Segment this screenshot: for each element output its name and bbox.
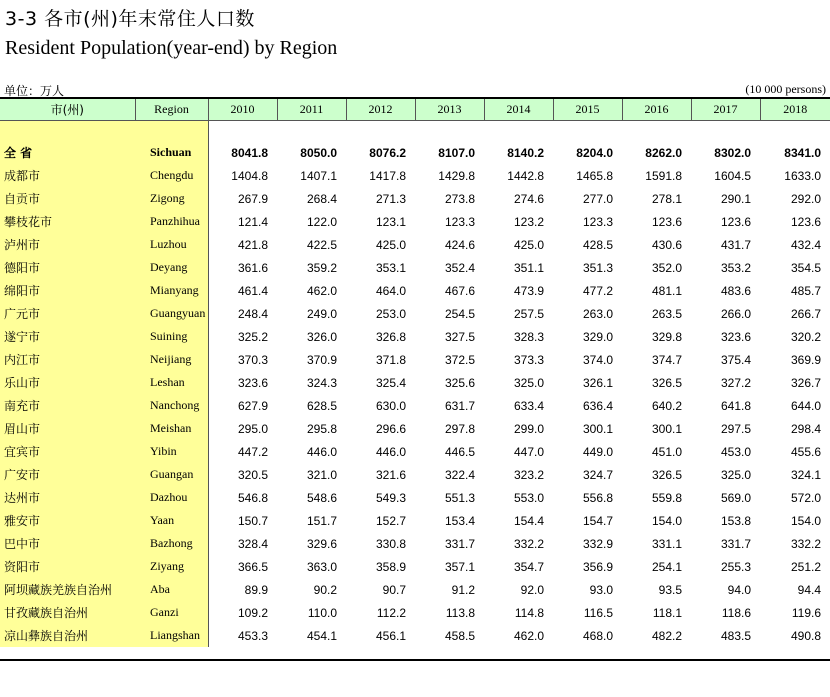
population-value: 300.1 bbox=[651, 421, 682, 436]
population-value: 430.6 bbox=[651, 237, 682, 252]
table-header-row bbox=[0, 98, 830, 121]
population-value: 358.9 bbox=[375, 559, 406, 574]
population-value: 271.3 bbox=[375, 191, 406, 206]
region-name-en: Liangshan bbox=[135, 624, 208, 647]
population-value: 551.3 bbox=[444, 490, 475, 505]
table-row bbox=[0, 578, 830, 601]
population-value: 353.2 bbox=[720, 260, 751, 275]
population-value: 268.4 bbox=[306, 191, 337, 206]
population-value: 322.4 bbox=[444, 467, 475, 482]
population-value: 359.2 bbox=[306, 260, 337, 275]
region-name-cn: 甘孜藏族自治州 bbox=[0, 601, 135, 624]
population-value: 327.5 bbox=[444, 329, 475, 344]
population-value: 549.3 bbox=[375, 490, 406, 505]
region-name-en: Panzhihua bbox=[135, 210, 208, 233]
population-value: 1633.0 bbox=[784, 168, 821, 183]
population-value: 324.7 bbox=[582, 467, 613, 482]
population-value: 323.6 bbox=[720, 329, 751, 344]
header-region-en: Region bbox=[135, 98, 208, 121]
population-value: 627.9 bbox=[237, 398, 268, 413]
population-value: 331.7 bbox=[444, 536, 475, 551]
population-value: 255.3 bbox=[720, 559, 751, 574]
population-value: 473.9 bbox=[513, 283, 544, 298]
table-row bbox=[0, 279, 830, 302]
region-name-en: Nanchong bbox=[135, 394, 208, 417]
table-row bbox=[0, 440, 830, 463]
population-value: 8204.0 bbox=[576, 145, 613, 160]
header-year: 2015 bbox=[553, 98, 622, 121]
population-value: 453.3 bbox=[237, 628, 268, 643]
population-value: 477.2 bbox=[582, 283, 613, 298]
table-row bbox=[0, 210, 830, 233]
population-value: 456.1 bbox=[375, 628, 406, 643]
table-row bbox=[0, 394, 830, 417]
header-year: 2017 bbox=[691, 98, 760, 121]
population-value: 1407.1 bbox=[300, 168, 337, 183]
population-value: 266.7 bbox=[790, 306, 821, 321]
region-name-cn: 自贡市 bbox=[0, 187, 135, 210]
population-value: 251.2 bbox=[790, 559, 821, 574]
population-value: 1442.8 bbox=[507, 168, 544, 183]
population-value: 123.3 bbox=[582, 214, 613, 229]
population-value: 110.0 bbox=[307, 605, 337, 620]
population-value: 326.8 bbox=[375, 329, 406, 344]
population-table bbox=[0, 97, 830, 647]
header-year: 2016 bbox=[622, 98, 691, 121]
population-value: 325.0 bbox=[513, 375, 544, 390]
population-value: 559.8 bbox=[651, 490, 682, 505]
header-region-cn: 市(州) bbox=[0, 98, 135, 121]
population-value: 8041.8 bbox=[231, 145, 268, 160]
region-name-cn: 巴中市 bbox=[0, 532, 135, 555]
population-value: 425.0 bbox=[375, 237, 406, 252]
population-value: 325.0 bbox=[720, 467, 751, 482]
population-value: 458.5 bbox=[444, 628, 475, 643]
population-value: 468.0 bbox=[582, 628, 613, 643]
population-value: 361.6 bbox=[237, 260, 268, 275]
population-value: 446.5 bbox=[444, 444, 475, 459]
population-value: 320.5 bbox=[237, 467, 268, 482]
population-value: 1429.8 bbox=[438, 168, 475, 183]
region-name-cn: 攀枝花市 bbox=[0, 210, 135, 233]
population-value: 274.6 bbox=[513, 191, 544, 206]
population-value: 462.0 bbox=[513, 628, 544, 643]
population-value: 8140.2 bbox=[507, 145, 544, 160]
population-value: 249.0 bbox=[306, 306, 337, 321]
population-value: 150.7 bbox=[237, 513, 268, 528]
population-value: 8076.2 bbox=[369, 145, 406, 160]
population-value: 90.2 bbox=[313, 582, 337, 597]
population-value: 109.2 bbox=[237, 605, 268, 620]
population-value: 490.8 bbox=[790, 628, 821, 643]
region-name-en: Sichuan bbox=[135, 141, 208, 164]
population-value: 464.0 bbox=[375, 283, 406, 298]
region-name-en: Mianyang bbox=[135, 279, 208, 302]
region-name-cn: 雅安市 bbox=[0, 509, 135, 532]
population-value: 446.0 bbox=[375, 444, 406, 459]
population-value: 278.1 bbox=[651, 191, 682, 206]
spacer-row bbox=[0, 121, 830, 142]
population-value: 461.4 bbox=[237, 283, 268, 298]
region-name-en: Guangyuan bbox=[135, 302, 208, 325]
population-value: 485.7 bbox=[790, 283, 821, 298]
header-year: 2014 bbox=[484, 98, 553, 121]
population-value: 375.4 bbox=[720, 352, 751, 367]
population-value: 151.7 bbox=[306, 513, 337, 528]
population-value: 628.5 bbox=[306, 398, 337, 413]
population-value: 321.6 bbox=[375, 467, 406, 482]
population-value: 253.0 bbox=[375, 306, 406, 321]
population-value: 328.4 bbox=[237, 536, 268, 551]
population-value: 354.7 bbox=[513, 559, 544, 574]
population-value: 425.0 bbox=[513, 237, 544, 252]
unit-label-cn: 单位：万人 bbox=[4, 84, 65, 98]
population-value: 119.6 bbox=[791, 605, 821, 620]
population-value: 8341.0 bbox=[784, 145, 821, 160]
population-value: 1404.8 bbox=[231, 168, 268, 183]
population-value: 267.9 bbox=[237, 191, 268, 206]
table-row bbox=[0, 463, 830, 486]
region-name-cn: 达州市 bbox=[0, 486, 135, 509]
population-value: 89.9 bbox=[244, 582, 268, 597]
population-value: 296.6 bbox=[375, 421, 406, 436]
region-name-en: Deyang bbox=[135, 256, 208, 279]
table-row bbox=[0, 256, 830, 279]
population-value: 366.5 bbox=[237, 559, 268, 574]
population-value: 370.9 bbox=[306, 352, 337, 367]
region-name-en: Guangan bbox=[135, 463, 208, 486]
table-row bbox=[0, 187, 830, 210]
population-value: 451.0 bbox=[651, 444, 682, 459]
population-value: 118.1 bbox=[652, 605, 682, 620]
population-value: 8262.0 bbox=[645, 145, 682, 160]
population-value: 370.3 bbox=[237, 352, 268, 367]
population-value: 327.2 bbox=[720, 375, 751, 390]
table-row bbox=[0, 325, 830, 348]
population-value: 421.8 bbox=[237, 237, 268, 252]
region-name-cn: 资阳市 bbox=[0, 555, 135, 578]
region-name-cn: 泸州市 bbox=[0, 233, 135, 256]
population-value: 633.4 bbox=[513, 398, 544, 413]
population-value: 636.4 bbox=[582, 398, 613, 413]
population-value: 324.1 bbox=[790, 467, 821, 482]
population-value: 123.3 bbox=[444, 214, 475, 229]
population-value: 462.0 bbox=[306, 283, 337, 298]
population-value: 455.6 bbox=[790, 444, 821, 459]
population-value: 93.5 bbox=[658, 582, 682, 597]
region-name-cn: 乐山市 bbox=[0, 371, 135, 394]
population-value: 326.0 bbox=[306, 329, 337, 344]
population-value: 112.2 bbox=[376, 605, 406, 620]
population-value: 123.6 bbox=[651, 214, 682, 229]
population-table-container bbox=[0, 97, 830, 662]
population-value: 154.0 bbox=[790, 513, 821, 528]
population-value: 154.0 bbox=[651, 513, 682, 528]
population-value: 353.1 bbox=[375, 260, 406, 275]
region-name-en: Yibin bbox=[135, 440, 208, 463]
population-value: 266.0 bbox=[720, 306, 751, 321]
population-value: 123.6 bbox=[720, 214, 751, 229]
population-value: 454.1 bbox=[306, 628, 337, 643]
population-value: 369.9 bbox=[790, 352, 821, 367]
region-name-en: Luzhou bbox=[135, 233, 208, 256]
unit-label-en: (10 000 persons) bbox=[745, 82, 826, 96]
population-value: 152.7 bbox=[375, 513, 406, 528]
population-value: 428.5 bbox=[582, 237, 613, 252]
population-value: 572.0 bbox=[790, 490, 821, 505]
population-value: 326.1 bbox=[582, 375, 613, 390]
population-value: 356.9 bbox=[582, 559, 613, 574]
population-value: 446.0 bbox=[306, 444, 337, 459]
population-value: 263.0 bbox=[582, 306, 613, 321]
population-value: 329.6 bbox=[306, 536, 337, 551]
population-value: 325.6 bbox=[444, 375, 475, 390]
population-value: 326.5 bbox=[651, 467, 682, 482]
table-row-total bbox=[0, 141, 830, 164]
population-value: 93.0 bbox=[589, 582, 613, 597]
population-value: 300.1 bbox=[582, 421, 613, 436]
population-value: 432.4 bbox=[790, 237, 821, 252]
population-value: 482.2 bbox=[651, 628, 682, 643]
population-value: 295.0 bbox=[237, 421, 268, 436]
population-value: 374.0 bbox=[582, 352, 613, 367]
table-row bbox=[0, 486, 830, 509]
population-value: 631.7 bbox=[444, 398, 475, 413]
population-value: 325.2 bbox=[237, 329, 268, 344]
population-value: 447.2 bbox=[237, 444, 268, 459]
population-value: 331.7 bbox=[720, 536, 751, 551]
table-row bbox=[0, 371, 830, 394]
population-value: 121.4 bbox=[237, 214, 268, 229]
population-value: 330.8 bbox=[375, 536, 406, 551]
population-value: 548.6 bbox=[306, 490, 337, 505]
population-value: 118.6 bbox=[721, 605, 751, 620]
population-value: 352.0 bbox=[651, 260, 682, 275]
region-name-cn: 眉山市 bbox=[0, 417, 135, 440]
population-value: 449.0 bbox=[582, 444, 613, 459]
population-value: 546.8 bbox=[237, 490, 268, 505]
population-value: 153.8 bbox=[720, 513, 751, 528]
header-year: 2011 bbox=[277, 98, 346, 121]
region-name-cn: 全 省 bbox=[0, 141, 135, 164]
population-value: 332.9 bbox=[582, 536, 613, 551]
population-value: 92.0 bbox=[520, 582, 544, 597]
population-value: 263.5 bbox=[651, 306, 682, 321]
population-value: 372.5 bbox=[444, 352, 475, 367]
population-value: 363.0 bbox=[306, 559, 337, 574]
population-value: 422.5 bbox=[306, 237, 337, 252]
population-value: 297.8 bbox=[444, 421, 475, 436]
region-name-en: Dazhou bbox=[135, 486, 208, 509]
population-value: 298.4 bbox=[790, 421, 821, 436]
table-bottom-rule bbox=[0, 659, 830, 661]
population-value: 569.0 bbox=[720, 490, 751, 505]
population-value: 114.8 bbox=[514, 605, 544, 620]
population-value: 329.8 bbox=[651, 329, 682, 344]
population-value: 254.1 bbox=[651, 559, 682, 574]
region-name-cn: 广元市 bbox=[0, 302, 135, 325]
population-value: 556.8 bbox=[582, 490, 613, 505]
population-value: 277.0 bbox=[582, 191, 613, 206]
population-value: 374.7 bbox=[651, 352, 682, 367]
population-value: 323.6 bbox=[237, 375, 268, 390]
population-value: 154.7 bbox=[582, 513, 613, 528]
region-name-en: Suining bbox=[135, 325, 208, 348]
population-value: 8107.0 bbox=[438, 145, 475, 160]
table-row bbox=[0, 555, 830, 578]
region-name-cn: 凉山彝族自治州 bbox=[0, 624, 135, 647]
population-value: 640.2 bbox=[651, 398, 682, 413]
population-value: 351.1 bbox=[513, 260, 544, 275]
population-value: 295.8 bbox=[306, 421, 337, 436]
population-value: 431.7 bbox=[720, 237, 751, 252]
population-value: 297.5 bbox=[720, 421, 751, 436]
population-value: 153.4 bbox=[444, 513, 475, 528]
population-value: 630.0 bbox=[375, 398, 406, 413]
population-value: 351.3 bbox=[582, 260, 613, 275]
population-value: 357.1 bbox=[444, 559, 475, 574]
population-value: 467.6 bbox=[444, 283, 475, 298]
population-value: 123.1 bbox=[375, 214, 406, 229]
region-name-cn: 南充市 bbox=[0, 394, 135, 417]
population-value: 123.6 bbox=[790, 214, 821, 229]
table-title-en: Resident Population(year-end) by Region bbox=[5, 37, 338, 59]
population-value: 123.2 bbox=[513, 214, 544, 229]
population-value: 91.2 bbox=[451, 582, 475, 597]
population-value: 328.3 bbox=[513, 329, 544, 344]
table-row bbox=[0, 164, 830, 187]
population-value: 373.3 bbox=[513, 352, 544, 367]
population-value: 483.5 bbox=[720, 628, 751, 643]
population-value: 453.0 bbox=[720, 444, 751, 459]
population-value: 323.2 bbox=[513, 467, 544, 482]
region-name-cn: 遂宁市 bbox=[0, 325, 135, 348]
region-name-cn: 宜宾市 bbox=[0, 440, 135, 463]
region-name-cn: 绵阳市 bbox=[0, 279, 135, 302]
population-value: 299.0 bbox=[513, 421, 544, 436]
population-value: 329.0 bbox=[582, 329, 613, 344]
population-value: 641.8 bbox=[720, 398, 751, 413]
region-name-cn: 阿坝藏族羌族自治州 bbox=[0, 578, 135, 601]
region-name-en: Neijiang bbox=[135, 348, 208, 371]
table-row bbox=[0, 532, 830, 555]
table-row bbox=[0, 233, 830, 256]
table-row bbox=[0, 302, 830, 325]
population-value: 257.5 bbox=[513, 306, 544, 321]
population-value: 321.0 bbox=[306, 467, 337, 482]
region-name-cn: 成都市 bbox=[0, 164, 135, 187]
population-value: 273.8 bbox=[444, 191, 475, 206]
population-value: 354.5 bbox=[790, 260, 821, 275]
population-value: 116.5 bbox=[583, 605, 613, 620]
region-name-cn: 内江市 bbox=[0, 348, 135, 371]
table-row bbox=[0, 348, 830, 371]
table-row bbox=[0, 417, 830, 440]
population-value: 113.8 bbox=[445, 605, 475, 620]
region-name-cn: 德阳市 bbox=[0, 256, 135, 279]
region-name-en: Bazhong bbox=[135, 532, 208, 555]
population-value: 94.0 bbox=[727, 582, 751, 597]
population-value: 324.3 bbox=[306, 375, 337, 390]
population-value: 325.4 bbox=[375, 375, 406, 390]
table-title-cn: 3-3 各市(州)年末常住人口数 bbox=[5, 8, 255, 30]
population-value: 154.4 bbox=[513, 513, 544, 528]
population-value: 94.4 bbox=[797, 582, 821, 597]
population-value: 352.4 bbox=[444, 260, 475, 275]
region-name-en: Ganzi bbox=[135, 601, 208, 624]
population-value: 481.1 bbox=[651, 283, 682, 298]
population-value: 90.7 bbox=[382, 582, 406, 597]
population-value: 326.7 bbox=[790, 375, 821, 390]
population-value: 8050.0 bbox=[300, 145, 337, 160]
population-value: 326.5 bbox=[651, 375, 682, 390]
region-name-en: Zigong bbox=[135, 187, 208, 210]
population-value: 483.6 bbox=[720, 283, 751, 298]
population-value: 1604.5 bbox=[714, 168, 751, 183]
population-value: 332.2 bbox=[513, 536, 544, 551]
table-row bbox=[0, 624, 830, 647]
header-year: 2012 bbox=[346, 98, 415, 121]
region-name-en: Leshan bbox=[135, 371, 208, 394]
population-value: 1465.8 bbox=[576, 168, 613, 183]
population-value: 371.8 bbox=[375, 352, 406, 367]
population-value: 424.6 bbox=[444, 237, 475, 252]
table-row bbox=[0, 509, 830, 532]
population-value: 1417.8 bbox=[369, 168, 406, 183]
region-name-en: Yaan bbox=[135, 509, 208, 532]
header-year: 2018 bbox=[760, 98, 830, 121]
population-value: 8302.0 bbox=[714, 145, 751, 160]
population-value: 644.0 bbox=[790, 398, 821, 413]
population-value: 332.2 bbox=[790, 536, 821, 551]
population-value: 292.0 bbox=[790, 191, 821, 206]
table-row bbox=[0, 601, 830, 624]
region-name-en: Aba bbox=[135, 578, 208, 601]
region-name-cn: 广安市 bbox=[0, 463, 135, 486]
region-name-en: Chengdu bbox=[135, 164, 208, 187]
header-year: 2010 bbox=[208, 98, 277, 121]
population-value: 122.0 bbox=[306, 214, 337, 229]
region-name-en: Meishan bbox=[135, 417, 208, 440]
population-value: 447.0 bbox=[513, 444, 544, 459]
population-value: 320.2 bbox=[790, 329, 821, 344]
region-name-en: Ziyang bbox=[135, 555, 208, 578]
population-value: 1591.8 bbox=[645, 168, 682, 183]
population-value: 254.5 bbox=[444, 306, 475, 321]
population-value: 331.1 bbox=[651, 536, 682, 551]
population-value: 248.4 bbox=[237, 306, 268, 321]
population-value: 290.1 bbox=[720, 191, 751, 206]
header-year: 2013 bbox=[415, 98, 484, 121]
population-value: 553.0 bbox=[513, 490, 544, 505]
